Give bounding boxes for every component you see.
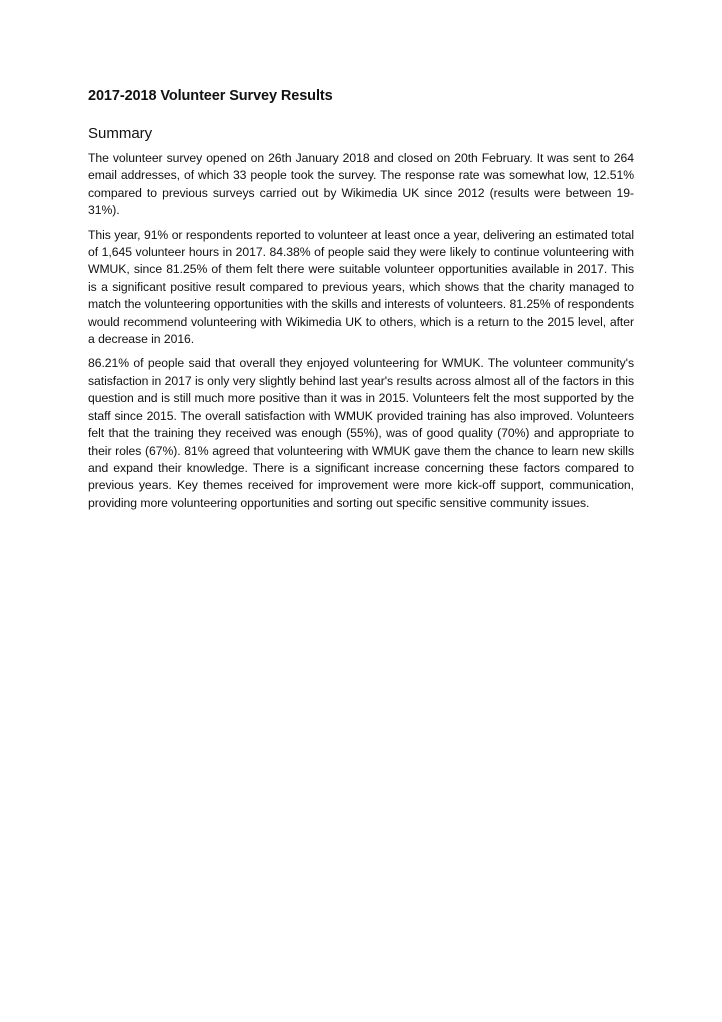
- summary-paragraph-1: The volunteer survey opened on 26th January 2018 and closed on 20th February. It was sent to 264 email addresses, of which 33 people took the survey. The response rate was somewhat low, 12.51% compared to previous surveys carried out by Wikimedia UK since 2012 (results were between 19-31%).: [88, 151, 634, 218]
- document-title: 2017-2018 Volunteer Survey Results: [88, 88, 333, 104]
- summary-paragraph-2: This year, 91% or respondents reported to volunteer at least once a year, delivering an estimated total of 1,645 volunteer hours in 2017. 84.38% of people said they were likely to continue volunteering with WMUK, since 81.25% of them felt there were suitable volunteer opportunities available in 2017. This is a significant positive result compared to previous years, which shows that the charity managed to match the volunteering opportunities with the skills and interests of volunteers. 81.25% of respondents would recommend volunteering with Wikimedia UK to others, which is a return to the 2015 level, after a decrease in 2016.: [88, 227, 634, 347]
- summary-paragraph-3: 86.21% of people said that overall they enjoyed volunteering for WMUK. The volunteer community's satisfaction in 2017 is only very slightly behind last year's results across almost all of the factors in this question and is still much more positive than it was in 2015. Volunteers felt the most supported by the staff since 2015. The overall satisfaction with WMUK provided training has also improved. Volunteers felt that the training they received was enough (55%), was of good quality (70%) and appropriate to their roles (67%). 81% agreed that volunteering with WMUK gave them the chance to learn new skills and expand their knowledge. There is a significant increase concerning these factors compared to previous years. Key themes received for improvement were more kick-off support, communication, providing more volunteering opportunities and sorting out specific sensitive community issues.: [88, 356, 634, 510]
- section-heading-summary: Summary: [88, 125, 153, 142]
- document-body: [88, 86, 634, 519]
